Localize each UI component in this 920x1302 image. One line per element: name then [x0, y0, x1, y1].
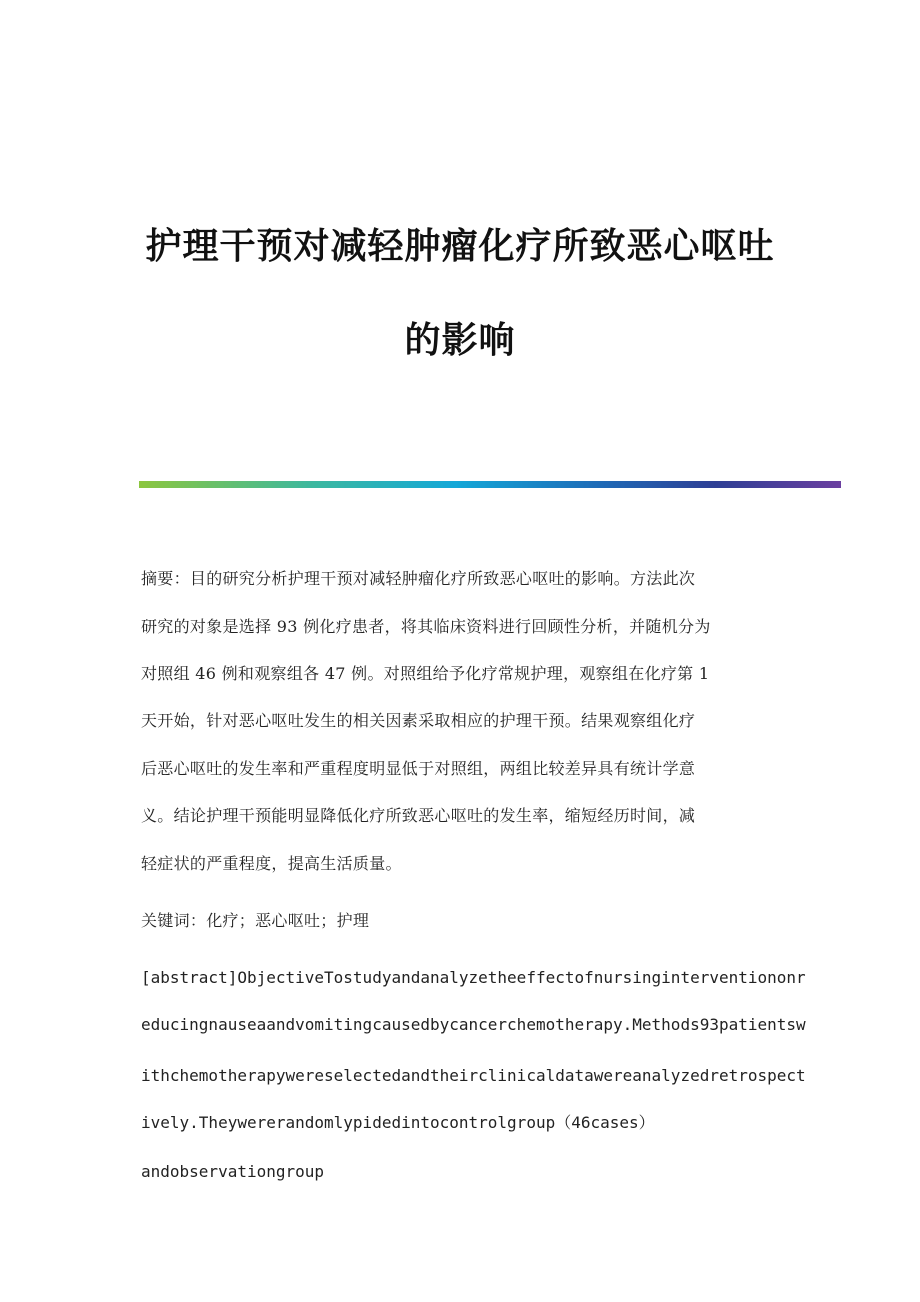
abstract-cn-line: 义。结论护理干预能明显降低化疗所致恶心呕吐的发生率，缩短经历时间，减 [141, 806, 696, 825]
abstract-cn-line: 天开始，针对恶心呕吐发生的相关因素采取相应的护理干预。结果观察组化疗 [141, 711, 696, 730]
abstract-en-line: educingnauseaandvomitingcausedbycancerchemotherapy.Methods93patientsw [141, 1015, 806, 1034]
abstract-cn-line: 后恶心呕吐的发生率和严重程度明显低于对照组，两组比较差异具有统计学意 [141, 759, 696, 778]
paper-title-line-1: 护理干预对减轻肿瘤化疗所致恶心呕吐 [145, 225, 775, 267]
title-divider [139, 481, 841, 488]
abstract-en-line: [abstract]ObjectiveTostudyandanalyzetheeffectofnursinginterventiononr [141, 968, 806, 987]
abstract-cn-line: 轻症状的严重程度，提高生活质量。 [141, 854, 402, 873]
abstract-cn-line: 对照组 46 例和观察组各 47 例。对照组给予化疗常规护理，观察组在化疗第 1 [141, 664, 710, 683]
abstract-cn-line: 摘要：目的研究分析护理干预对减轻肿瘤化疗所致恶心呕吐的影响。方法此次 [141, 569, 696, 588]
paper-title-line-2: 的影响 [404, 319, 516, 361]
abstract-en-line: andobservationgroup [141, 1162, 325, 1181]
abstract-en-line: ively.Theywererandomlypidedintocontrolgroup（46cases） [141, 1113, 655, 1132]
abstract-cn-line: 研究的对象是选择 93 例化疗患者，将其临床资料进行回顾性分析，并随机分为 [141, 617, 711, 636]
abstract-en-line: ithchemotherapywereselectedandtheirclinicaldatawereanalyzedretrospect [141, 1066, 806, 1085]
keywords: 关键词：化疗；恶心呕吐；护理 [141, 911, 370, 930]
